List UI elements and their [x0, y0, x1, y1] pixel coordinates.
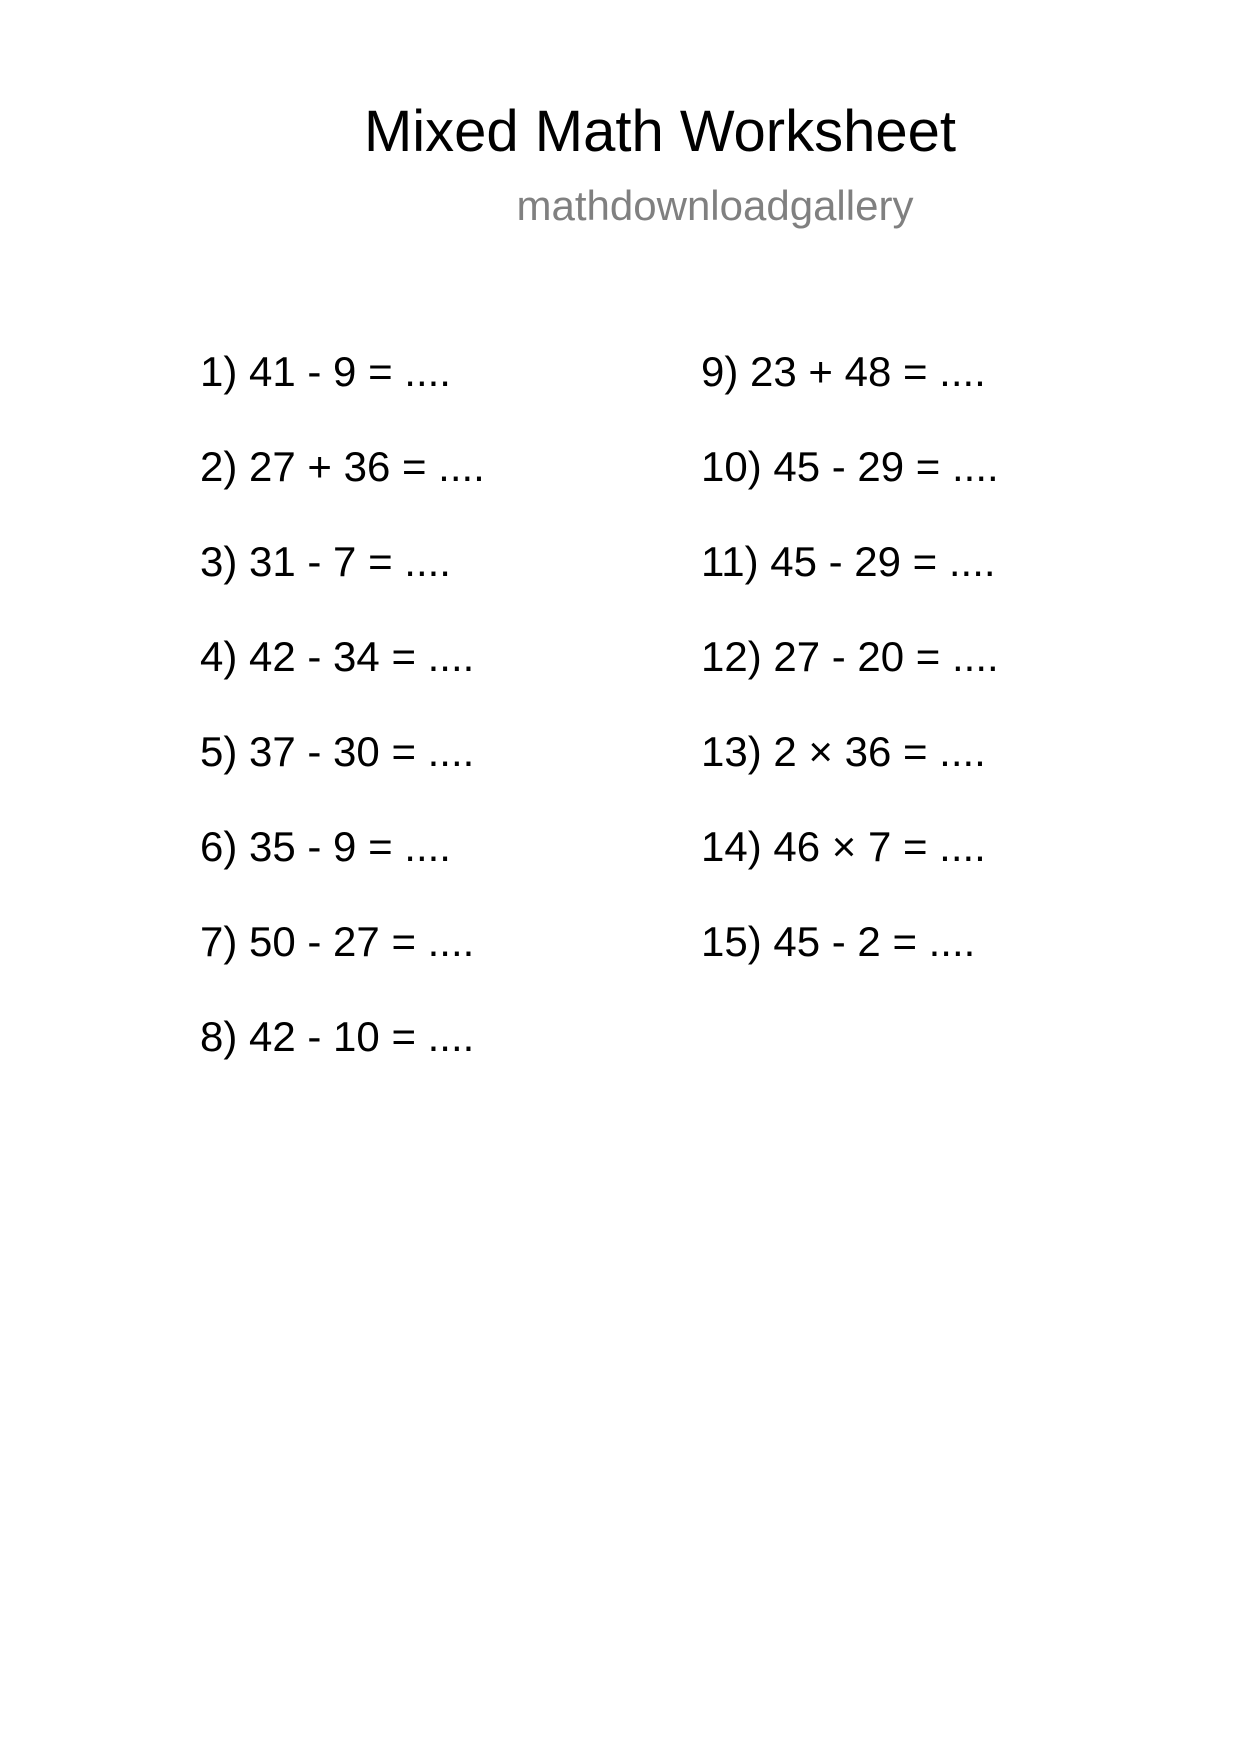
- problem-item: 7) 50 - 27 = ....: [200, 918, 475, 965]
- source-label: mathdownloadgallery: [516, 182, 914, 229]
- page-title: Mixed Math Worksheet: [363, 99, 957, 164]
- problem-item: 5) 37 - 30 = ....: [200, 728, 475, 775]
- problem-item: 6) 35 - 9 = ....: [200, 823, 451, 870]
- problem-item: 11) 45 - 29 = ....: [701, 538, 996, 585]
- problem-item: 8) 42 - 10 = ....: [200, 1013, 475, 1060]
- problem-item: 9) 23 + 48 = ....: [701, 348, 986, 395]
- problem-item: 2) 27 + 36 = ....: [200, 443, 485, 490]
- problem-item: 12) 27 - 20 = ....: [701, 633, 999, 680]
- problem-column-left: [200, 346, 485, 1106]
- problem-item: 3) 31 - 7 = ....: [200, 538, 451, 585]
- problem-item: 15) 45 - 2 = ....: [701, 918, 976, 965]
- problem-item: 14) 46 × 7 = ....: [701, 823, 986, 870]
- problem-item: 1) 41 - 9 = ....: [200, 348, 451, 395]
- problem-item: 4) 42 - 34 = ....: [200, 633, 475, 680]
- problem-item: 13) 2 × 36 = ....: [701, 728, 986, 775]
- problem-column-right: [701, 346, 999, 1011]
- problem-item: 10) 45 - 29 = ....: [701, 443, 999, 490]
